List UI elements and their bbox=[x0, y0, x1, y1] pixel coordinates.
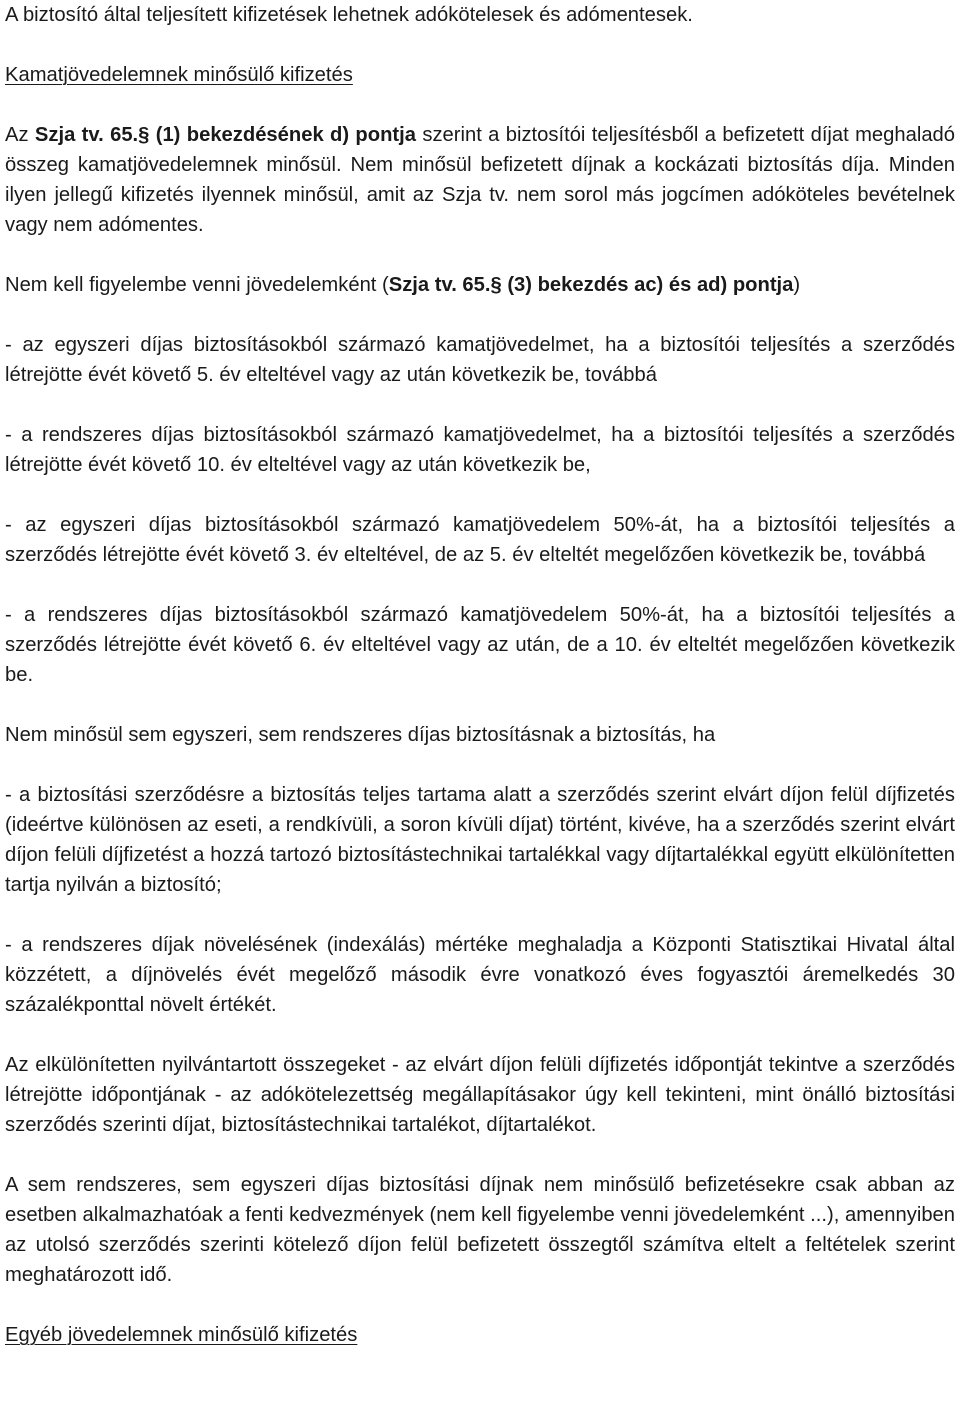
paragraph-szja-65-1 bbox=[5, 120, 955, 240]
list-item-single-premium-5yr: - az egyszeri díjas biztosításokból származó kamatjövedelmet, ha a biztosítói teljesítés a szerződés létrejötte évét követő 5. év elteltével vagy az után következik be, továbbá bbox=[5, 334, 955, 386]
paragraph-non-regular-payments: A sem rendszeres, sem egyszeri díjas biztosítási díjnak nem minősülő befizetésekre csak abban az esetben alkalmazhatóak a fenti kedvezmények (nem kell figyelembe venni jövedelemként ...), amennyiben az utolsó szerződés szerinti kötelező díjon felül befizetett összegtől számítva eltelt a feltételek szerint meghatározott idő. bbox=[5, 1174, 955, 1286]
p2-law-reference: Szja tv. 65.§ (3) bekezdés ac) és ad) pontja bbox=[388, 274, 794, 296]
section-heading-other-income[interactable] bbox=[5, 1320, 955, 1350]
list-item-indexation: - a rendszeres díjak növelésének (indexálás) mértéke meghaladja a Központi Statisztikai Hivatal által közzétett, a díjnövelés évét megelőző második évre vonatkozó éves fogyasztói áremelkedés 30 százalékponttal növelt értékét. bbox=[5, 934, 955, 1016]
p1-lead: Az bbox=[5, 124, 35, 146]
p2-tail: ) bbox=[793, 274, 801, 296]
list-item-regular-premium-10yr: - a rendszeres díjas biztosításokból származó kamatjövedelmet, ha a biztosítói teljesítés a szerződés létrejötte évét követő 10. év elteltével vagy az után következik be, bbox=[5, 424, 955, 476]
paragraph-not-income bbox=[5, 270, 955, 300]
p2-lead: Nem kell figyelembe venni jövedelemként ( bbox=[5, 274, 389, 296]
intro-paragraph: A biztosító által teljesített kifizetések lehetnek adókötelesek és adómentesek. bbox=[5, 4, 693, 26]
list-item-extra-payment: - a biztosítási szerződésre a biztosítás teljes tartama alatt a szerződés szerint elvárt díjon felül díjfizetés (ideértve különösen az eseti, a rendkívüli, a soron kívüli díjat) történt, kivéve, ha a szerződés szerint elvárt díjon felüli díjfizetést a hozzá tartozó biztosítástechnikai tartalékkal vagy díjtartalékkal együtt elkülönítetten tartja nyilván a biztosító; bbox=[5, 784, 955, 896]
list-item-regular-premium-50pct: - a rendszeres díjas biztosításokból származó kamatjövedelem 50%-át, ha a biztosítói teljesítés a szerződés létrejötte évét követő 6. év elteltével vagy az után, de a 10. év elteltét megelőzően következik be. bbox=[5, 604, 955, 686]
paragraph-separated-amounts: Az elkülönítetten nyilvántartott összegeket - az elvárt díjon felüli díjfizetés időpontját tekintve a szerződés létrejötte időpontjának - az adókötelezettség megállapításakor úgy kell tekinteni, mint önálló biztosítási szerződés szerinti díjat, biztosítástechnikai tartalékot, díjtartalékot. bbox=[5, 1054, 955, 1136]
section-heading-interest-income[interactable] bbox=[5, 60, 955, 90]
p1-body: szerint a biztosítói teljesítésből a befizetett díjat meghaladó összeg kamatjövedelemnek minősül. Nem minősül befizetett díjnak a kockázati biztosítás díja. Minden ilyen jellegű kifizetés ilyennek minősül, amit az Szja tv. nem sorol más jogcímen adóköteles bevételnek vagy nem adómentes. bbox=[5, 124, 956, 236]
list-item-single-premium-50pct: - az egyszeri díjas biztosításokból származó kamatjövedelem 50%-át, ha a biztosítói teljesítés a szerződés létrejötte évét követő 3. év elteltével, de az 5. év elteltét megelőzően következik be, továbbá bbox=[5, 514, 955, 566]
document-page bbox=[5, 0, 955, 1350]
section-heading-interest-income-text[interactable]: Kamatjövedelemnek minősülő kifizetés bbox=[5, 64, 353, 86]
p1-law-reference: Szja tv. 65.§ (1) bekezdésének d) pontja bbox=[34, 124, 416, 146]
paragraph-not-qualifying: Nem minősül sem egyszeri, sem rendszeres díjas biztosításnak a biztosítás, ha bbox=[5, 724, 716, 746]
section-heading-other-income-text[interactable]: Egyéb jövedelemnek minősülő kifizetés bbox=[5, 1324, 358, 1346]
